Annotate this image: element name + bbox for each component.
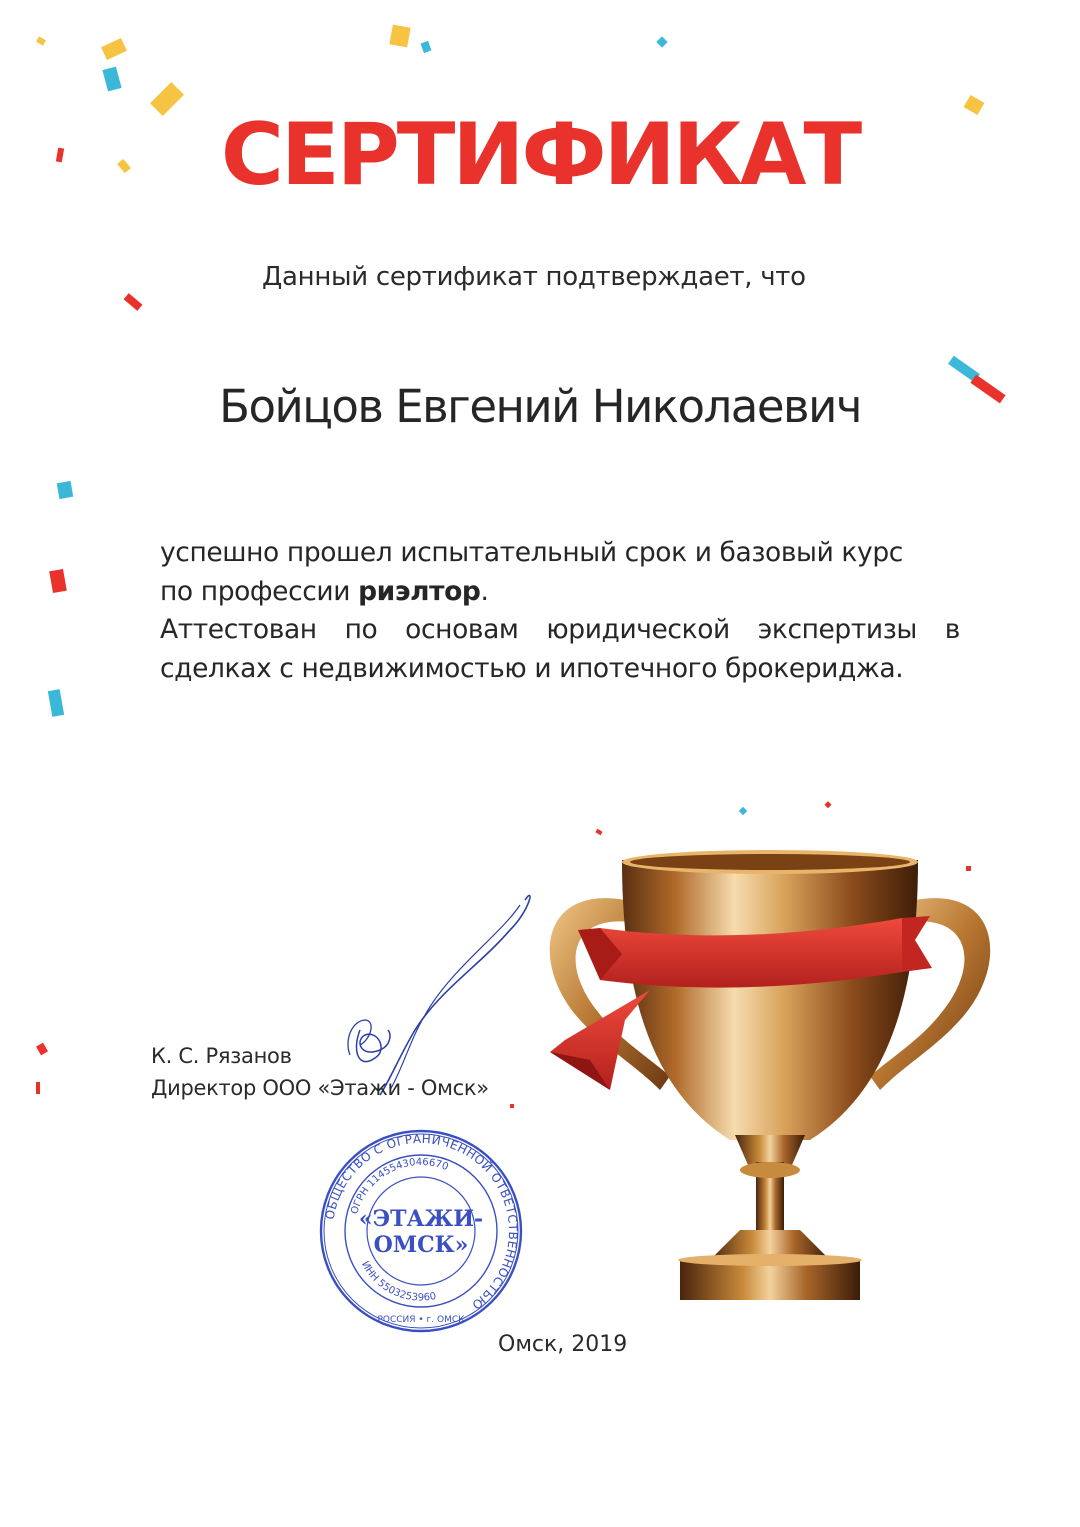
seal-bottom-text: РОССИЯ • г. ОМСК bbox=[377, 1315, 465, 1325]
seal-outer-text: ОБЩЕСТВО С ОГРАНИЧЕННОЙ ОТВЕТСТВЕННОСТЬЮ bbox=[322, 1131, 521, 1313]
company-seal bbox=[316, 1126, 526, 1336]
body-line-3-word: по bbox=[344, 614, 378, 645]
body-line-3-word: Аттестован bbox=[160, 614, 317, 645]
seal-inn: ИНН 5503253960 bbox=[358, 1259, 438, 1304]
svg-text:ИНН 5503253960 bbox=[359, 1260, 437, 1304]
recipient-name: Бойцов Евгений Николаевич bbox=[219, 380, 861, 433]
place-and-year: Омск, 2019 bbox=[498, 1332, 628, 1357]
certificate-body bbox=[160, 534, 960, 688]
body-line-3-word: экспертизы bbox=[757, 614, 917, 645]
signer-name: К. С. Рязанов bbox=[151, 1044, 292, 1068]
seal-name-line-1: «ЭТАЖИ- bbox=[358, 1206, 484, 1232]
signer-title: Директор ООО «Этажи - Омск» bbox=[151, 1076, 489, 1100]
body-line-3 bbox=[160, 611, 960, 650]
body-line-3-word: в bbox=[944, 614, 960, 645]
certificate-subtitle: Данный сертификат подтверждает, что bbox=[262, 262, 806, 292]
signer-block bbox=[151, 1040, 489, 1104]
seal-name-line-2: ОМСК» bbox=[373, 1232, 469, 1258]
seal-ogrn: ОГРН 1145543046670 bbox=[349, 1156, 450, 1216]
body-line-1: успешно прошел испытательный срок и базовый курс bbox=[160, 537, 903, 568]
body-line-2-suffix: . bbox=[480, 575, 489, 607]
body-line-2-prefix: по профессии bbox=[160, 575, 359, 607]
profession-name: риэлтор bbox=[358, 575, 481, 607]
body-line-2 bbox=[160, 573, 960, 612]
certificate-title: СЕРТИФИКАТ bbox=[220, 105, 860, 205]
trophy-illustration bbox=[530, 790, 1010, 1320]
body-line-3-word: юридической bbox=[546, 614, 730, 645]
body-line-3-word: основам bbox=[405, 614, 519, 645]
body-line-4: сделках с недвижимостью и ипотечного брокериджа. bbox=[160, 652, 904, 684]
